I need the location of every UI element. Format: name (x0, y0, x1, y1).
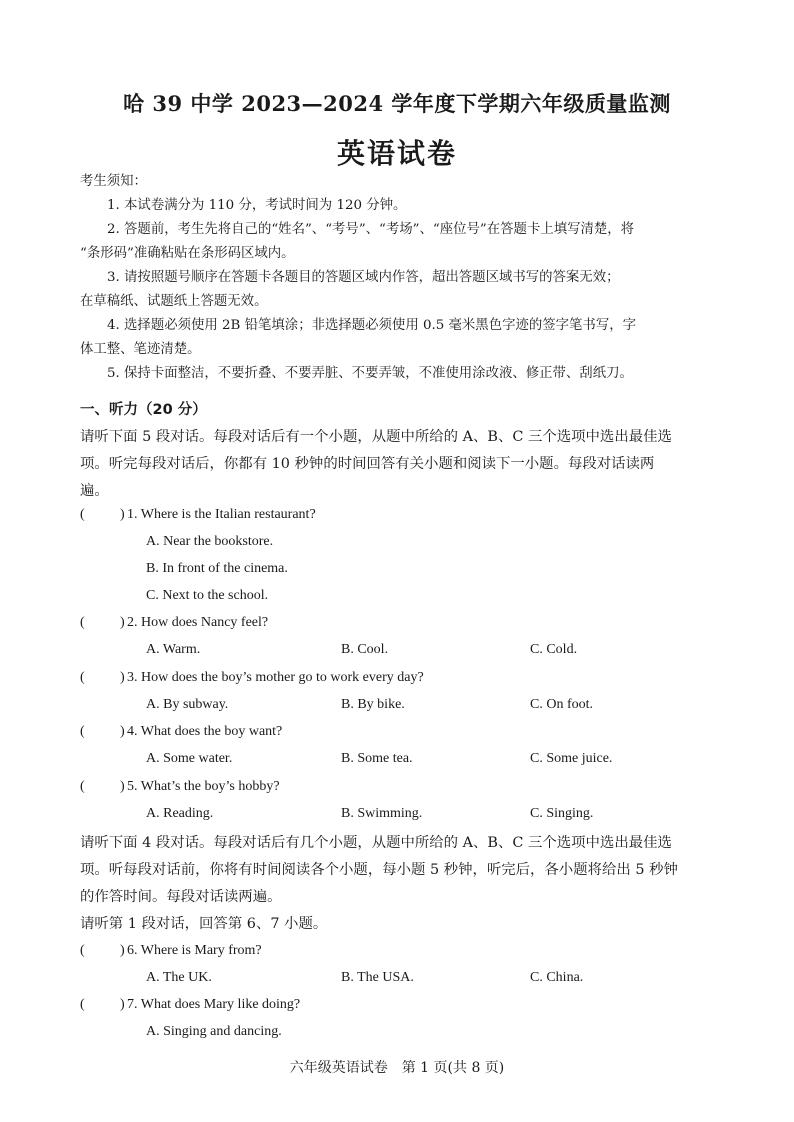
instruction-block (80, 424, 720, 505)
notice-item: 2. 答题前，考生先将自己的“姓名”、“考号”、“考场”、“座位号”在答题卡上填写清楚，将 (107, 222, 635, 237)
answer-blank-open[interactable]: ( (80, 670, 85, 685)
option-a: A. Warm. (146, 642, 201, 657)
option-a: A. The UK. (146, 970, 212, 985)
option-b: B. Swimming. (341, 806, 423, 821)
question-stem: 5. What’s the boy’s hobby? (127, 779, 280, 794)
option-a: A. Near the bookstore. (146, 534, 274, 549)
option-c: C. Some juice. (530, 751, 613, 766)
instruction-line: 请听下面 5 段对话。每段对话后有一个小题，从题中所给的 A、B、C 三个选项中选出最佳选 (80, 429, 672, 445)
instruction-line: 项。听完每段对话后，你都有 10 秒钟的时间回答有关小题和阅读下一小题。每段对话读两 (80, 456, 655, 472)
question-stem: 1. Where is the Italian restaurant? (127, 507, 316, 522)
notice-item: 5. 保持卡面整洁，不要折叠、不要弄脏、不要弄皱，不准使用涂改液、修正带、刮纸刀。 (107, 366, 633, 381)
option-a: A. Some water. (146, 751, 233, 766)
exam-subtitle: 英语试卷 (336, 137, 457, 170)
notice-item: 3. 请按照题号顺序在答题卡各题目的答题区域内作答，超出答题区域书写的答案无效； (107, 270, 620, 285)
notice-item: 1. 本试卷满分为 110 分，考试时间为 120 分钟。 (107, 198, 407, 213)
option-a: A. Reading. (146, 806, 214, 821)
exam-title: 哈 39 中学 2023—2024 学年度下学期六年级质量监测 (123, 91, 671, 116)
option-c: C. Singing. (530, 806, 594, 821)
instruction-line: 的作答时间。每段对话读两遍。 (80, 889, 282, 905)
answer-blank-close: ) (120, 670, 125, 685)
answer-blank-open[interactable]: ( (80, 724, 85, 739)
notice-item: “条形码”准确粘贴在条形码区域内。 (80, 246, 295, 261)
instruction-block (80, 830, 720, 938)
instruction-line: 请听下面 4 段对话。每段对话后有几个小题，从题中所给的 A、B、C 三个选项中选出最佳选 (80, 835, 672, 851)
answer-blank-open[interactable]: ( (80, 615, 85, 630)
answer-blank-open[interactable]: ( (80, 507, 85, 522)
answer-blank-close: ) (120, 507, 125, 522)
notice-item: 体工整、笔迹清楚。 (80, 342, 201, 357)
page-footer: 六年级英语试卷 第 1 页(共 8 页) (289, 1060, 505, 1076)
answer-blank-open[interactable]: ( (80, 779, 85, 794)
option-a: A. By subway. (146, 697, 229, 712)
question-row (80, 997, 720, 1019)
question-row (80, 724, 720, 746)
question-stem: 6. Where is Mary from? (127, 943, 262, 958)
option-c: C. On foot. (530, 697, 593, 712)
option-b: B. In front of the cinema. (146, 561, 288, 576)
question-row (80, 615, 720, 637)
answer-blank-close: ) (120, 724, 125, 739)
instruction-line: 项。听每段对话前，你将有时间阅读各个小题，每小题 5 秒钟，听完后，各小题将给出 5 秒钟 (80, 862, 678, 878)
notice-item: 在草稿纸、试题纸上答题无效。 (80, 294, 268, 309)
option-b: B. Some tea. (341, 751, 413, 766)
question-stem: 7. What does Mary like doing? (127, 997, 301, 1012)
option-c: C. Cold. (530, 642, 578, 657)
answer-blank-open[interactable]: ( (80, 943, 85, 958)
question-row (80, 779, 720, 801)
answer-blank-close: ) (120, 997, 125, 1012)
option-c: C. China. (530, 970, 584, 985)
question-stem: 4. What does the boy want? (127, 724, 283, 739)
option-c: C. Next to the school. (146, 588, 269, 603)
option-b: B. The USA. (341, 970, 414, 985)
option-a: A. Singing and dancing. (146, 1024, 282, 1039)
option-b: B. Cool. (341, 642, 389, 657)
dialogue-note: 请听第 1 段对话，回答第 6、7 小题。 (80, 916, 328, 932)
notice-block (80, 170, 720, 386)
notice-heading: 考生须知： (80, 174, 147, 189)
answer-blank-open[interactable]: ( (80, 997, 85, 1012)
answer-blank-close: ) (120, 615, 125, 630)
question-row (80, 943, 720, 965)
option-b: B. By bike. (341, 697, 405, 712)
answer-blank-close: ) (120, 943, 125, 958)
instruction-line: 遍。 (80, 483, 109, 499)
question-stem: 2. How does Nancy feel? (127, 615, 269, 630)
question-stem: 3. How does the boy’s mother go to work every day? (127, 670, 424, 685)
question-row (80, 670, 720, 692)
answer-blank-close: ) (120, 779, 125, 794)
notice-item: 4. 选择题必须使用 2B 铅笔填涂；非选择题必须使用 0.5 毫米黑色字迹的签字笔书写，字 (107, 318, 636, 333)
question-row (80, 507, 720, 529)
section-heading: 一、听力（20 分） (80, 402, 207, 418)
